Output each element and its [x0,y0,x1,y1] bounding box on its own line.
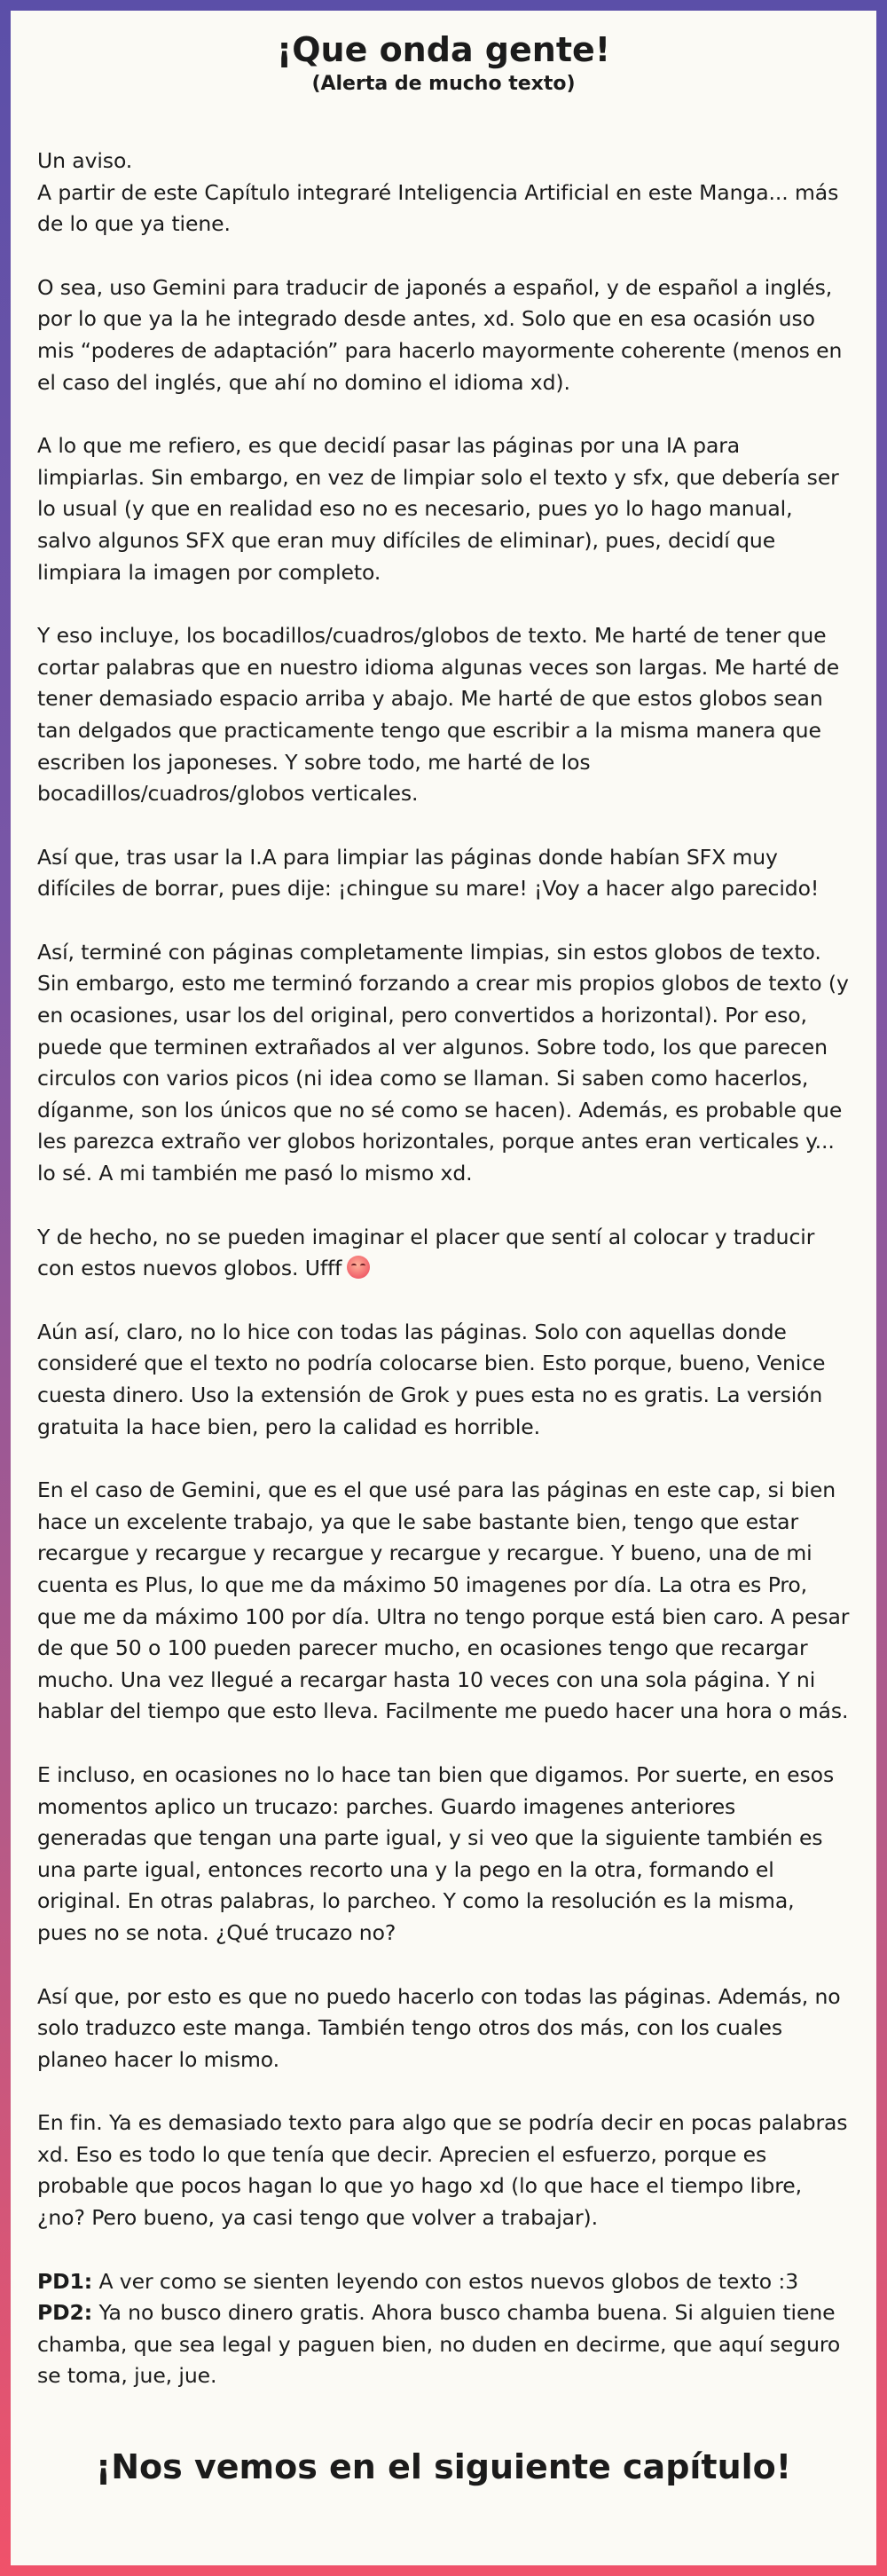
paragraph-gemini-traduccion: O sea, uso Gemini para traducir de japonés a español, y de español a inglés, por lo que ya la he integrado desde antes, xd. Solo que en esa ocasión uso mis “poderes de adaptación” para hacerlo mayormente coherente (menos en el caso del inglés, que ahí no domino el idioma xd). [37,274,843,395]
postscript-1-text: A ver como se sienten leyendo con estos nuevos globos de texto :3 [92,2268,799,2294]
postscript-2-label: PD2: [37,2300,93,2326]
note-card [11,11,876,2565]
paragraph-placer [37,1222,850,1285]
paragraph-globos-nuevos: Así, terminé con páginas completamente limpias, sin estos globos de texto. Sin embargo, esto me terminó forzando a crear mis propios globos de texto (y en ocasiones, usar los del original, pero convertidos a horizontal). Por eso, puede que terminen extrañados al ver algunos. Sobre todo, los que parecen circulos con varios picos (ni idea como se llaman. Si saben como hacerlos, díganme, son los únicos que no sé como se hacen). Además, es probable que les parezca extraño ver globos horizontales, porque antes eran verticales y... lo sé. A mi también me pasó lo mismo xd. [37,939,849,1186]
paragraph-aviso: Un aviso. A partir de este Capítulo integraré Inteligencia Artificial en este Manga... más de lo que ya tiene. [37,148,839,237]
postscript-2 [37,2297,850,2392]
page-subtitle: (Alerta de mucho texto) [311,73,576,95]
closing-message: ¡Nos vemos en el siguiente capítulo! [95,2447,792,2487]
paragraph-otros-mangas: Así que, por esto es que no puedo hacerlo con todas las páginas. Además, no solo traduzco este manga. También tengo otros dos más, con los cuales planeo hacer lo mismo. [37,1983,841,2072]
postscript-1 [37,2266,850,2298]
paragraph-parches: E incluso, en ocasiones no lo hace tan bien que digamos. Por suerte, en esos momentos aplico un trucazo: parches. Guardo imagenes anteriores generadas que tengan una parte igual, y si veo que la siguiente también es una parte igual, entonces recorto una y la pego en la otra, formando el original. En otras palabras, lo parcheo. Y como la resolución es la misma, pues no se nota. ¿Qué trucazo no? [37,1761,835,1945]
paragraph-venice: Aún así, claro, no lo hice con todas las páginas. Solo con aquellas donde consideré que el texto no podría colocarse bien. Esto porque, bueno, Venice cuesta dinero. Uso la extensión de Grok y pues esta no es gratis. La versión gratuita la hace bien, pero la calidad es horrible. [37,1319,826,1439]
postscript-1-label: PD1: [37,2268,93,2294]
paragraph-limpieza-ia: A lo que me refiero, es que decidí pasar las páginas por una IA para limpiarlas. Sin embargo, en vez de limpiar solo el texto y sfx, que debería ser lo usual (y que en realidad eso no es necesario, pues yo lo hago manual, salvo algunos SFX que eran muy difíciles de eliminar), pues, decidí que limpiara la imagen por completo. [37,433,839,585]
paragraph-sfx: Así que, tras usar la I.A para limpiar las páginas donde habían SFX muy difíciles de borrar, pues dije: ¡chingue su mare! ¡Voy a hacer algo parecido! [37,844,820,902]
paragraph-bocadillos: Y eso incluye, los bocadillos/cuadros/globos de texto. Me harté de tener que cortar palabras que en nuestro idioma algunas veces son largas. Me harté de tener demasiado espacio arriba y abajo. Me harté de que estos globos sean tan delgados que practicamente tengo que escribir a la misma manera que escriben los japoneses. Y sobre todo, me harté de los bocadillos/cuadros/globos verticales. [37,623,840,807]
paragraph-en-fin: En fin. Ya es demasiado texto para algo que se podría decir en pocas palabras xd. Eso es todo lo que tenía que decir. Aprecien el esfuerzo, porque es probable que pocos hagan lo que yo hago xd (lo que hace el tiempo libre, ¿no? Pero bueno, ya casi tengo que volver a trabajar). [37,2110,848,2231]
flushed-face-icon [347,1256,370,1279]
postscript-2-text: Ya no busco dinero gratis. Ahora busco chamba buena. Si alguien tiene chamba, que sea legal y paguen bien, no duden en decirme, que aquí seguro se toma, jue, jue. [37,2300,841,2389]
message-body [37,146,850,2392]
page-title: ¡Que onda gente! [276,30,611,69]
paragraph-placer-text: Y de hecho, no se pueden imaginar el placer que sentí al colocar y traducir con estos nuevos globos. Ufff [37,1224,815,1281]
paragraph-gemini-recargas: En el caso de Gemini, que es el que usé para las páginas en este cap, si bien hace un excelente trabajo, ya que le sabe bastante bien, tengo que estar recargue y recargue y recargue y recargue y recargue. Y bueno, una de mi cuenta es Plus, lo que me da máximo 50 imagenes por día. La otra es Pro, que me da máximo 100 por día. Ultra no tengo porque está bien caro. A pesar de que 50 o 100 pueden parecer mucho, en ocasiones tengo que recargar mucho. Una vez llegué a recargar hasta 10 veces con una sola página. Y ni hablar del tiempo que esto lleva. Facilmente me puedo hacer una hora o más. [37,1477,850,1724]
